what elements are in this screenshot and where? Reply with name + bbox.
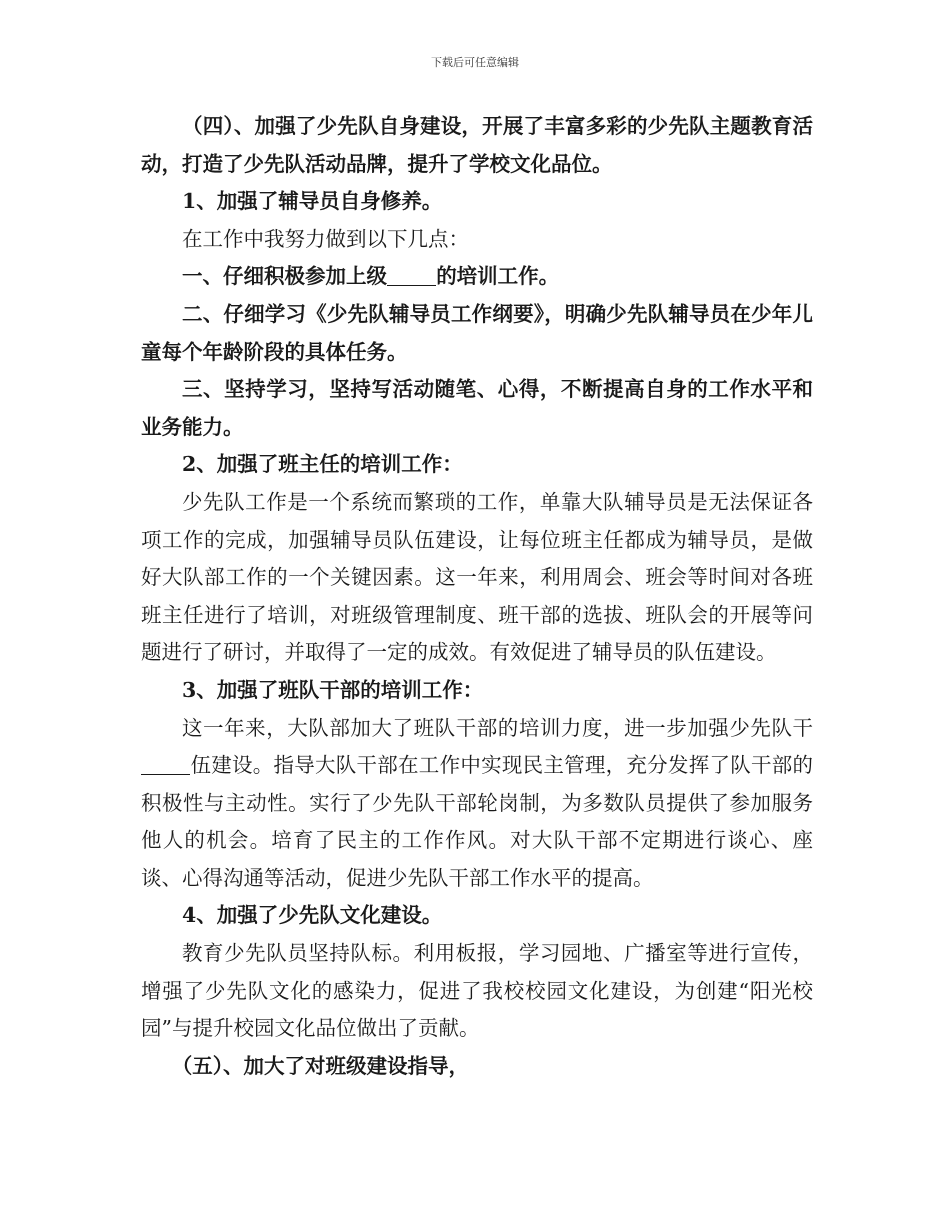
point-1-text-a: 一、仔细积极参加上级 [182,264,387,289]
paragraph-intro: 在工作中我努力做到以下几点： [182,226,469,251]
document-body [141,108,813,1085]
point-2: 二、仔细学习《少先队辅导员工作纲要》，明确少先队辅导员在少年儿童每个年龄阶段的具体任务。 [141,301,813,364]
subheading-3: 3、加强了班队干部的培训工作： [182,677,484,702]
subheading-4: 4、加强了少先队文化建设。 [182,903,443,928]
section-heading-5: （五）、加大了对班级建设指导， [171,1053,469,1078]
point-3: 三、坚持学习，坚持写活动随笔、心得，不断提高自身的工作水平和业务能力。 [141,377,813,439]
page-header: 下载后可任意编辑 [431,56,519,69]
cadre-text-a: 这一年来，大队部加大了班队干部的培训力度，进一步加强少先队干 [182,715,813,740]
point-1 [141,258,813,296]
paragraph-cadre-training [141,710,813,898]
fill-blank [141,754,190,776]
fill-blank [387,265,436,287]
subheading-2: 2、加强了班主任的培训工作： [182,452,463,477]
section-heading-4: （四）、加强了少先队自身建设，开展了丰富多彩的少先队主题教育活动，打造了少先队活动品牌，提升了学校文化品位。 [141,114,813,176]
subheading-1: 1、加强了辅导员自身修养。 [182,189,443,214]
cadre-text-b: 伍建设。指导大队干部在工作中实现民主管理，充分发挥了队干部的积极性与主动性。实行了少先队干部轮岗制，为多数队员提供了参加服务他人的机会。培育了民主的工作作风。对大队干部不定期进行谈心、座谈、心得沟通等活动，促进少先队干部工作水平的提高。 [141,753,813,890]
paragraph-teacher-training: 少先队工作是一个系统而繁琐的工作，单靠大队辅导员是无法保证各项工作的完成，加强辅导员队伍建设，让每位班主任都成为辅导员，是做好大队部工作的一个关键因素。这一年来，利用周会、班会等时间对各班班主任进行了培训，对班级管理制度、班干部的选拔、班队会的开展等问题进行了研讨，并取得了一定的成效。有效促进了辅导员的队伍建设。 [141,489,813,665]
paragraph-culture: 教育少先队员坚持队标。利用板报，学习园地、广播室等进行宣传，增强了少先队文化的感染力，促进了我校校园文化建设，为创建“阳光校园”与提升校园文化品位做出了贡献。 [141,941,813,1041]
point-1-text-b: 的培训工作。 [436,264,560,289]
